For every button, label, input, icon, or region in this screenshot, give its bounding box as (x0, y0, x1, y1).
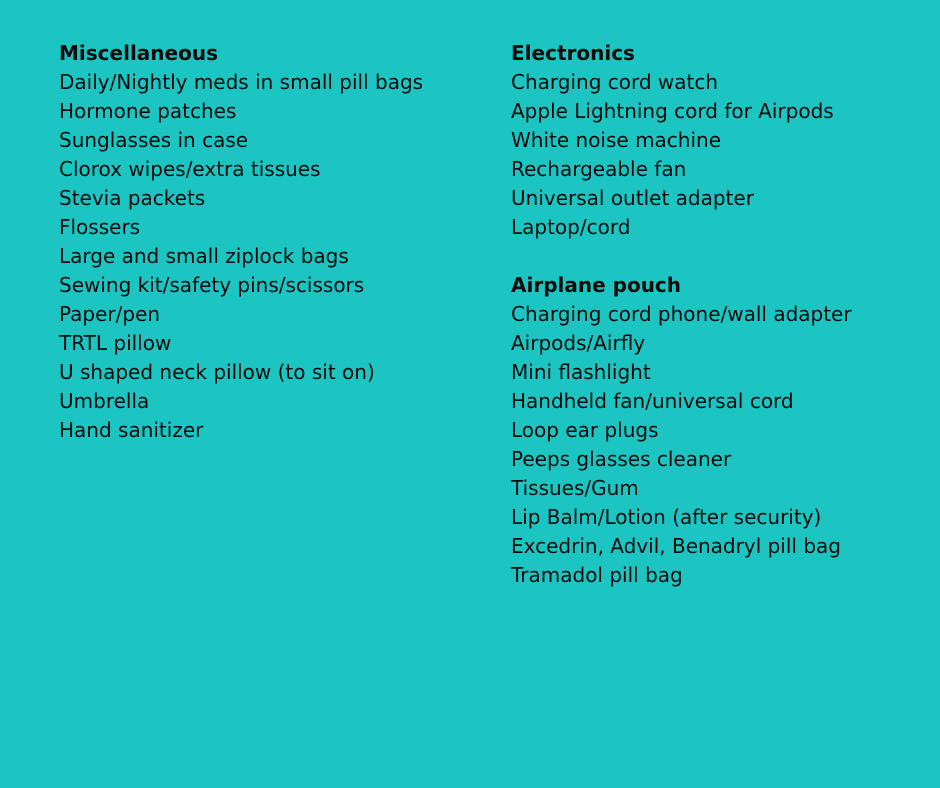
left-column (59, 39, 489, 445)
miscellaneous-section (59, 39, 489, 445)
list-item: TRTL pillow (59, 331, 172, 355)
list-item: Universal outlet adapter (511, 186, 754, 210)
list-item: Tramadol pill bag (511, 563, 683, 587)
list-item: Rechargeable fan (511, 157, 687, 181)
list-item: Daily/Nightly meds in small pill bags (59, 70, 424, 94)
list-item: Laptop/cord (511, 215, 631, 239)
list-item: Hormone patches (59, 99, 237, 123)
list-item: U shaped neck pillow (to sit on) (59, 360, 375, 384)
list-item: Sewing kit/safety pins/scissors (59, 273, 365, 297)
right-column (511, 39, 931, 590)
list-item: Clorox wipes/extra tissues (59, 157, 321, 181)
list-item: Charging cord watch (511, 70, 719, 94)
airplane-pouch-list (511, 300, 931, 590)
list-item: Hand sanitizer (59, 418, 204, 442)
list-item: Charging cord phone/wall adapter (511, 302, 852, 326)
airplane-pouch-section (511, 271, 931, 590)
list-item: Peeps glasses cleaner (511, 447, 732, 471)
airplane-pouch-heading: Airplane pouch (511, 273, 682, 297)
electronics-heading: Electronics (511, 41, 635, 65)
miscellaneous-heading: Miscellaneous (59, 41, 218, 65)
list-item: Paper/pen (59, 302, 161, 326)
list-item: Tissues/Gum (511, 476, 639, 500)
miscellaneous-list (59, 68, 489, 445)
list-item: Umbrella (59, 389, 150, 413)
electronics-list (511, 68, 931, 242)
list-item: Stevia packets (59, 186, 206, 210)
list-item: Mini flashlight (511, 360, 651, 384)
list-item: Flossers (59, 215, 141, 239)
list-item: Sunglasses in case (59, 128, 249, 152)
list-item: Loop ear plugs (511, 418, 659, 442)
list-item: White noise machine (511, 128, 722, 152)
list-item: Handheld fan/universal cord (511, 389, 794, 413)
list-item: Apple Lightning cord for Airpods (511, 99, 834, 123)
electronics-section (511, 39, 931, 242)
list-item: Excedrin, Advil, Benadryl pill bag (511, 534, 841, 558)
list-item: Large and small ziplock bags (59, 244, 349, 268)
list-item: Airpods/Airfly (511, 331, 646, 355)
list-item: Lip Balm/Lotion (after security) (511, 505, 822, 529)
